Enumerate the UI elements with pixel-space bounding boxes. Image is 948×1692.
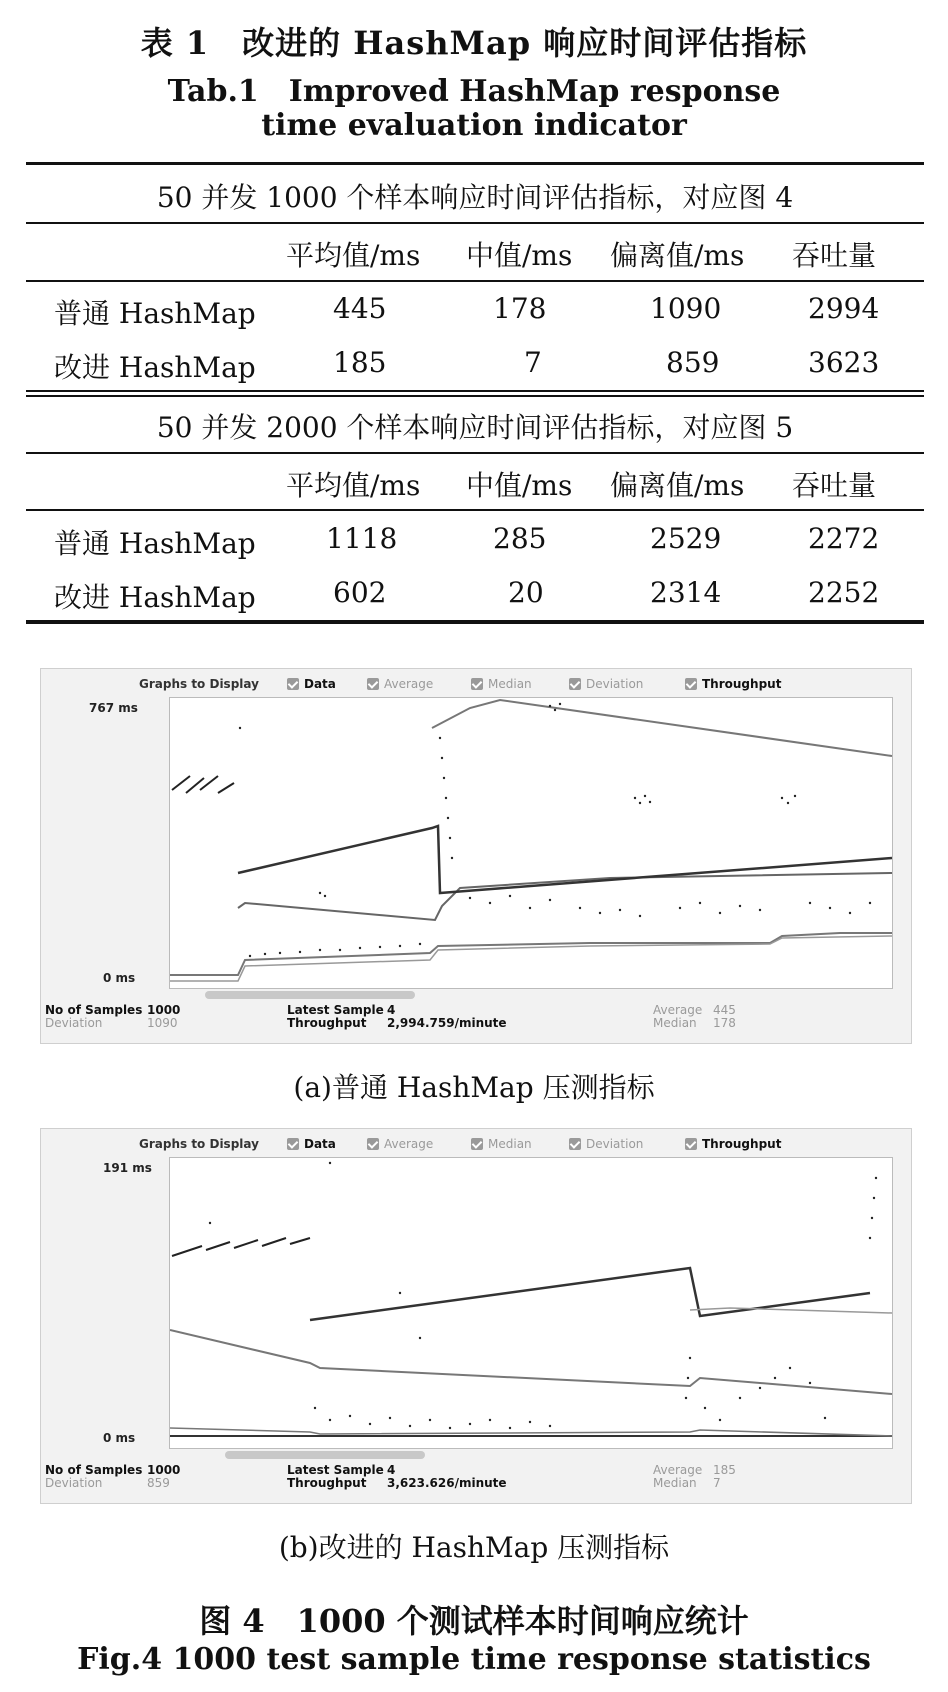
response-graph-a-svg [170, 698, 892, 988]
graph-panel-b [40, 1128, 912, 1504]
throughput-value: 3,623.626/minute [387, 1476, 507, 1490]
response-graph-a [169, 697, 893, 989]
checkbox-deviation[interactable]: Deviation [569, 1137, 643, 1151]
deviation-value: 859 [147, 1476, 170, 1490]
median-value: 7 [713, 1476, 721, 1490]
average-label: Average [653, 1003, 703, 1017]
table-cell: 3623 [808, 346, 880, 379]
graphs-to-display-label: Graphs to Display [139, 677, 259, 691]
table-cell: 1118 [326, 522, 398, 555]
table-cell: 2994 [808, 292, 880, 325]
median-value: 178 [713, 1016, 736, 1030]
table-header: 吞吐量 [792, 469, 877, 502]
checkbox-average[interactable]: Average [367, 677, 433, 691]
checkbox-icon [685, 1138, 697, 1150]
table-double-rule [26, 390, 924, 392]
figure-title-en: Fig.4 1000 test sample time response statistics [77, 1642, 871, 1677]
table-cell: 2252 [808, 576, 880, 609]
checkbox-icon [287, 678, 299, 690]
table-cell: 2314 [650, 576, 722, 609]
table-bottom-rule [26, 620, 924, 624]
checkbox-icon [471, 678, 483, 690]
latest-sample-value: 4 [387, 1003, 396, 1017]
checkbox-throughput[interactable]: Throughput [685, 1137, 781, 1151]
table-cell: 285 [493, 522, 547, 555]
checkbox-data[interactable]: Data [287, 677, 336, 691]
average-label: Average [653, 1463, 703, 1477]
table-header: 平均值/ms [286, 239, 421, 272]
table-header: 中值/ms [466, 469, 573, 502]
y-min-label: 0 ms [103, 971, 136, 985]
checkbox-throughput[interactable]: Throughput [685, 677, 781, 691]
checkbox-median[interactable]: Median [471, 1137, 532, 1151]
table-row-label: 改进 HashMap [54, 581, 256, 614]
table-cell: 445 [333, 292, 387, 325]
table-cell: 178 [493, 292, 547, 325]
table-row-label: 602 [333, 576, 387, 609]
table-header: 吞吐量 [792, 239, 877, 272]
checkbox-icon [367, 678, 379, 690]
checkbox-median[interactable]: Median [471, 677, 532, 691]
data-points-b [209, 1162, 877, 1429]
table-cell: 185 [333, 346, 387, 379]
table-cell: 2529 [650, 522, 722, 555]
deviation-label: Deviation [45, 1476, 103, 1490]
table-cell: 7 [524, 346, 542, 379]
checkbox-deviation[interactable]: Deviation [569, 677, 643, 691]
table-title-cn: 表 1 改进的 HashMap 响应时间评估指标 [140, 24, 808, 62]
figure-title-cn: 图 4 1000 个测试样本时间响应统计 [199, 1602, 749, 1640]
y-max-label: 191 ms [103, 1161, 152, 1175]
table-title-en-line2: time evaluation indicator [261, 108, 687, 143]
deviation-label: Deviation [45, 1016, 103, 1030]
average-value: 185 [713, 1463, 736, 1477]
latest-sample-label: Latest Sample [287, 1003, 384, 1017]
y-max-label: 767 ms [89, 701, 138, 715]
table-cell: 2272 [808, 522, 880, 555]
table-title-en-line1: Tab.1 Improved HashMap response [167, 74, 781, 109]
table-header: 中值/ms [466, 239, 573, 272]
no-samples-label: No of Samples [45, 1003, 143, 1017]
table-rule [26, 452, 924, 454]
table-header: 偏离值/ms [610, 469, 745, 502]
table-row-label: 改进 HashMap [54, 351, 256, 384]
latest-sample-label: Latest Sample [287, 1463, 384, 1477]
latest-sample-value: 4 [387, 1463, 396, 1477]
horizontal-scrollbar[interactable] [225, 1451, 425, 1459]
checkbox-icon [367, 1138, 379, 1150]
table-rule [26, 509, 924, 511]
table-row-label: 普通 HashMap [54, 297, 256, 330]
table-header: 平均值/ms [286, 469, 421, 502]
table-section-caption: 50 并发 2000 个样本响应时间评估指标，对应图 5 [156, 411, 794, 444]
table-cell: 20 [508, 576, 544, 609]
throughput-value: 2,994.759/minute [387, 1016, 507, 1030]
table-rule [26, 280, 924, 282]
median-label: Median [653, 1016, 697, 1030]
checkbox-icon [569, 1138, 581, 1150]
subfigure-caption-b: (b)改进的 HashMap 压测指标 [278, 1531, 670, 1564]
table-header: 偏离值/ms [610, 239, 745, 272]
median-label: Median [653, 1476, 697, 1490]
response-graph-b-svg [170, 1158, 892, 1448]
checkbox-icon [685, 678, 697, 690]
deviation-value: 1090 [147, 1016, 178, 1030]
table-cell: 1090 [650, 292, 722, 325]
checkbox-icon [287, 1138, 299, 1150]
table-rule [26, 222, 924, 224]
table-double-rule [26, 395, 924, 397]
table-section-caption: 50 并发 1000 个样本响应时间评估指标，对应图 4 [156, 181, 794, 214]
checkbox-data[interactable]: Data [287, 1137, 336, 1151]
no-samples-label: No of Samples [45, 1463, 143, 1477]
graphs-to-display-label: Graphs to Display [139, 1137, 259, 1151]
y-min-label: 0 ms [103, 1431, 136, 1445]
table-top-rule [26, 162, 924, 165]
data-points-a [239, 703, 871, 957]
throughput-label: Throughput [287, 1016, 367, 1030]
checkbox-icon [471, 1138, 483, 1150]
subfigure-caption-a: (a)普通 HashMap 压测指标 [293, 1071, 655, 1104]
no-samples-value: 1000 [147, 1003, 181, 1017]
graph-panel-a [40, 668, 912, 1044]
horizontal-scrollbar[interactable] [205, 991, 415, 999]
response-graph-b [169, 1157, 893, 1449]
no-samples-value: 1000 [147, 1463, 181, 1477]
checkbox-icon [569, 678, 581, 690]
average-value: 445 [713, 1003, 736, 1017]
table-cell: 859 [666, 346, 720, 379]
table-row-label: 普通 HashMap [54, 527, 256, 560]
throughput-label: Throughput [287, 1476, 367, 1490]
checkbox-average[interactable]: Average [367, 1137, 433, 1151]
